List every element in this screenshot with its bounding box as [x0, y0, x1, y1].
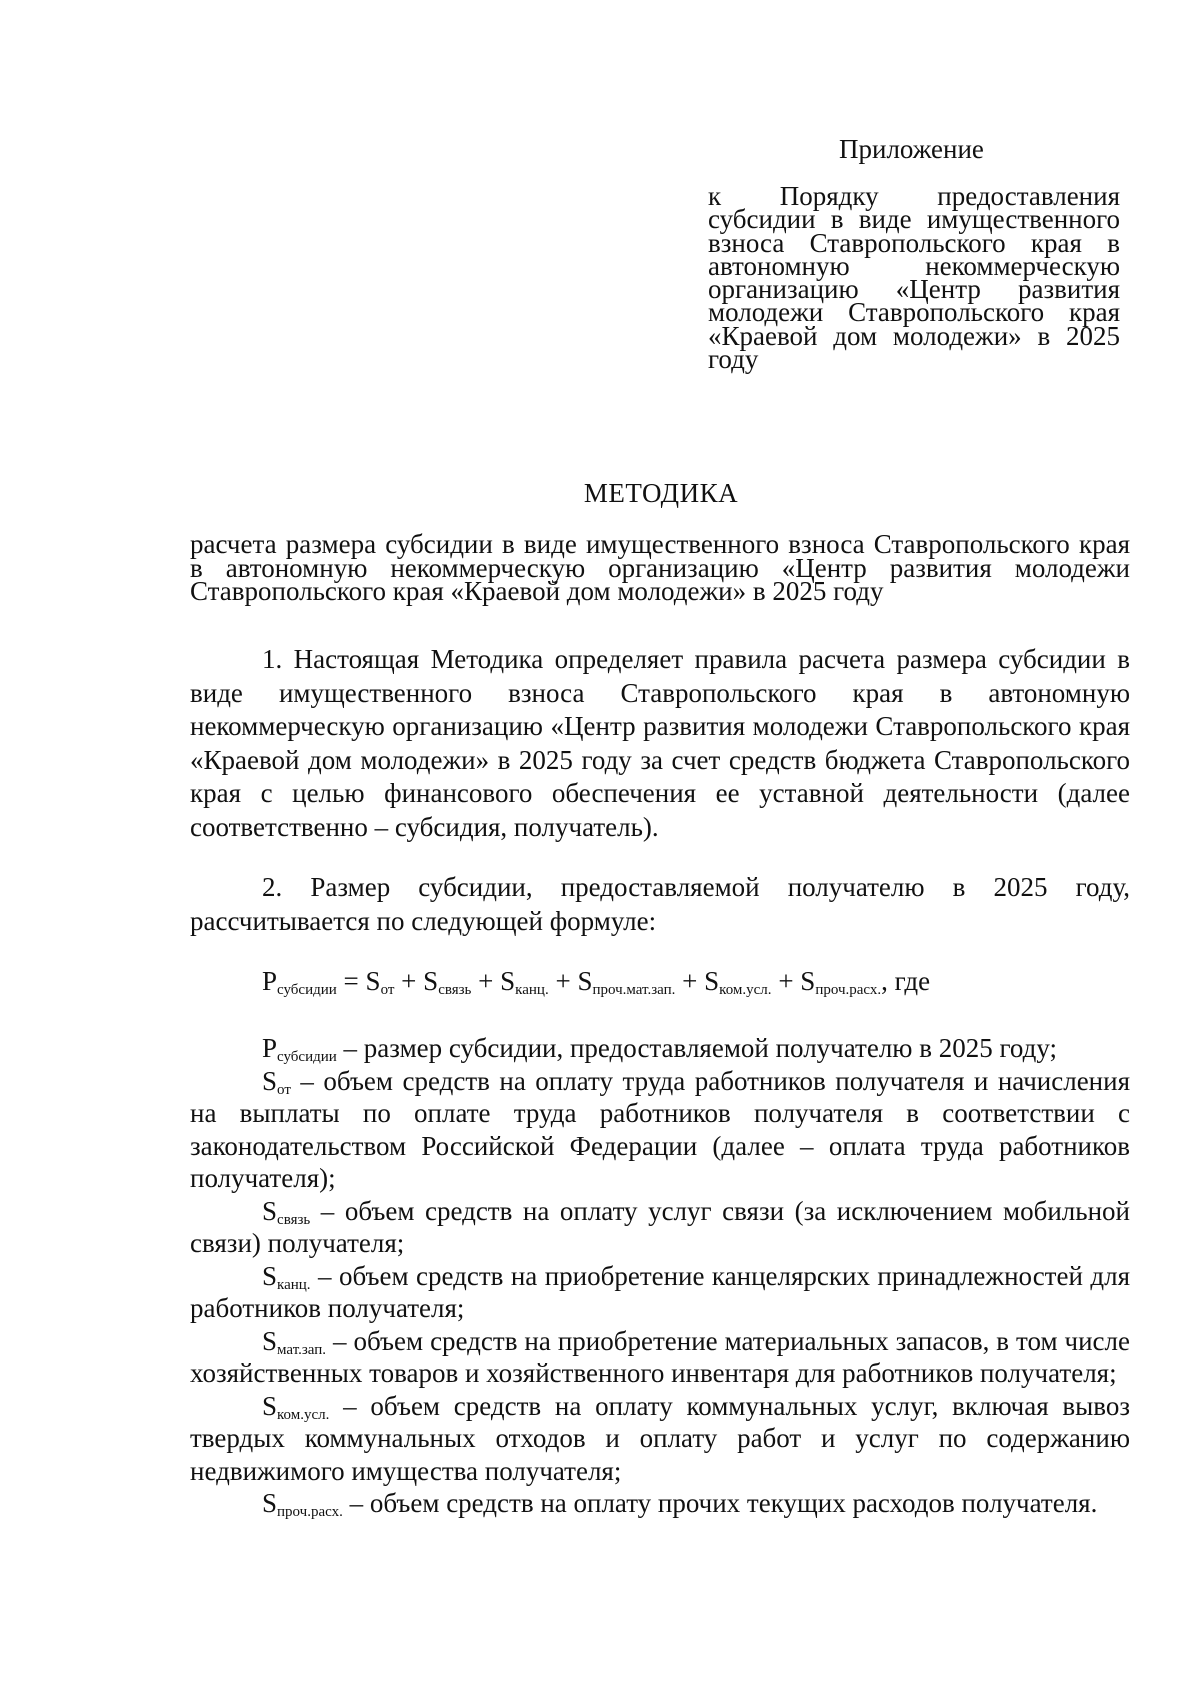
formula-equals: =: [336, 966, 366, 996]
formula-plus: +: [471, 966, 501, 996]
formula-plus: +: [675, 966, 705, 996]
formula-term-subscript: проч.мат.зап.: [592, 982, 676, 998]
definition-subscript: связь: [277, 1211, 311, 1228]
definition-text: – объем средств на оплату прочих текущих расходов получателя.: [342, 1488, 1098, 1518]
formula-term-subscript: ком.усл.: [719, 982, 772, 998]
definition-symbol: P: [262, 1033, 278, 1063]
formula-plus: +: [394, 966, 424, 996]
definition-symbol: S: [262, 1260, 278, 1291]
formula-term-subscript: связь: [438, 982, 472, 998]
definition-symbol: S: [262, 1488, 278, 1518]
definition-subscript: проч.расх.: [277, 1504, 343, 1520]
definition-text: – объем средств на приобретение канцелярских принадлежностей для работников получателя;: [190, 1260, 1130, 1323]
definition-item: [190, 1325, 1130, 1390]
definition-subscript: ком.усл.: [277, 1406, 330, 1423]
definition-text: – объем средств на оплату коммунальных услуг, включая вывоз твердых коммунальных отходов и оплату работ и услуг по содержанию недвижимого имущества получателя;: [190, 1390, 1130, 1486]
definition-item: [190, 1065, 1130, 1195]
document-title: МЕТОДИКА: [583, 478, 739, 508]
definition-item: [190, 1487, 1130, 1520]
definition-symbol: S: [262, 1325, 278, 1356]
paragraph-1: 1. Настоящая Методика определяет правила расчета размера субсидии в виде имущественного взноса Ставропольского края в автономную некоммерческую организацию «Центр развития молодежи Ставропольского края «Краевой дом молодежи» в 2025 году за счет средств бюджета Ставропольского края с целью финансового обеспечения ее уставной деятельности (далее соответственно – субсидия, получатель).: [190, 644, 1130, 842]
formula: [262, 964, 930, 998]
formula-term-symbol: S: [500, 966, 516, 996]
formula-term-symbol: S: [800, 966, 816, 996]
formula-term-symbol: S: [577, 966, 593, 996]
definition-text: – размер субсидии, предоставляемой получателю в 2025 году;: [336, 1033, 1057, 1063]
formula-term-symbol: S: [423, 966, 439, 996]
definition-subscript: от: [277, 1081, 291, 1098]
formula-plus: +: [771, 966, 801, 996]
formula-plus: +: [548, 966, 578, 996]
definition-text: – объем средств на приобретение материальных запасов, в том числе хозяйственных товаров и хозяйственного инвентаря для работников получателя;: [190, 1325, 1130, 1388]
definitions-list: [190, 1032, 1130, 1520]
formula-term-symbol: S: [704, 966, 720, 996]
definition-text: – объем средств на оплату труда работников получателя и начисления на выплаты по оплате труда работников получателя в соответствии с законодательством Российской Федерации (далее – оплата труда работников получателя);: [190, 1065, 1130, 1193]
definition-text: – объем средств на оплату услуг связи (за исключением мобильной связи) получателя;: [190, 1195, 1130, 1258]
paragraph-2: 2. Размер субсидии, предоставляемой получателю в 2025 году, рассчитывается по следующей формуле:: [190, 872, 1130, 936]
formula-suffix: , где: [881, 966, 931, 996]
definition-subscript: канц.: [277, 1276, 311, 1293]
formula-term-subscript: проч.расх.: [815, 982, 882, 998]
definition-symbol: S: [262, 1390, 278, 1421]
definition-subscript: субсидии: [277, 1049, 337, 1065]
formula-lhs-symbol: P: [262, 966, 278, 996]
formula-term-subscript: канц.: [515, 982, 549, 998]
formula-lhs-subscript: субсидии: [277, 982, 337, 998]
definition-symbol: S: [262, 1195, 278, 1226]
definition-subscript: мат.зап.: [277, 1341, 327, 1358]
document-subtitle: расчета размера субсидии в виде имущественного взноса Ставропольского края в автономную некоммерческую организацию «Центр развития молодежи Ставропольского края «Краевой дом молодежи» в 2025 году: [190, 529, 1130, 606]
definition-item: [190, 1390, 1130, 1488]
definition-symbol: S: [262, 1065, 278, 1096]
definition-item: [190, 1032, 1130, 1065]
formula-term-subscript: от: [380, 982, 395, 998]
definition-item: [190, 1260, 1130, 1325]
appendix-reference: к Порядку предоставления субсидии в виде имущественного взноса Ставропольского края в автономную некоммерческую организацию «Центр развития молодежи Ставропольского края «Краевой дом молодежи» в 2025 году: [708, 181, 1120, 375]
formula-term-symbol: S: [365, 966, 381, 996]
appendix-title: Приложение: [839, 134, 984, 164]
definition-item: [190, 1195, 1130, 1260]
